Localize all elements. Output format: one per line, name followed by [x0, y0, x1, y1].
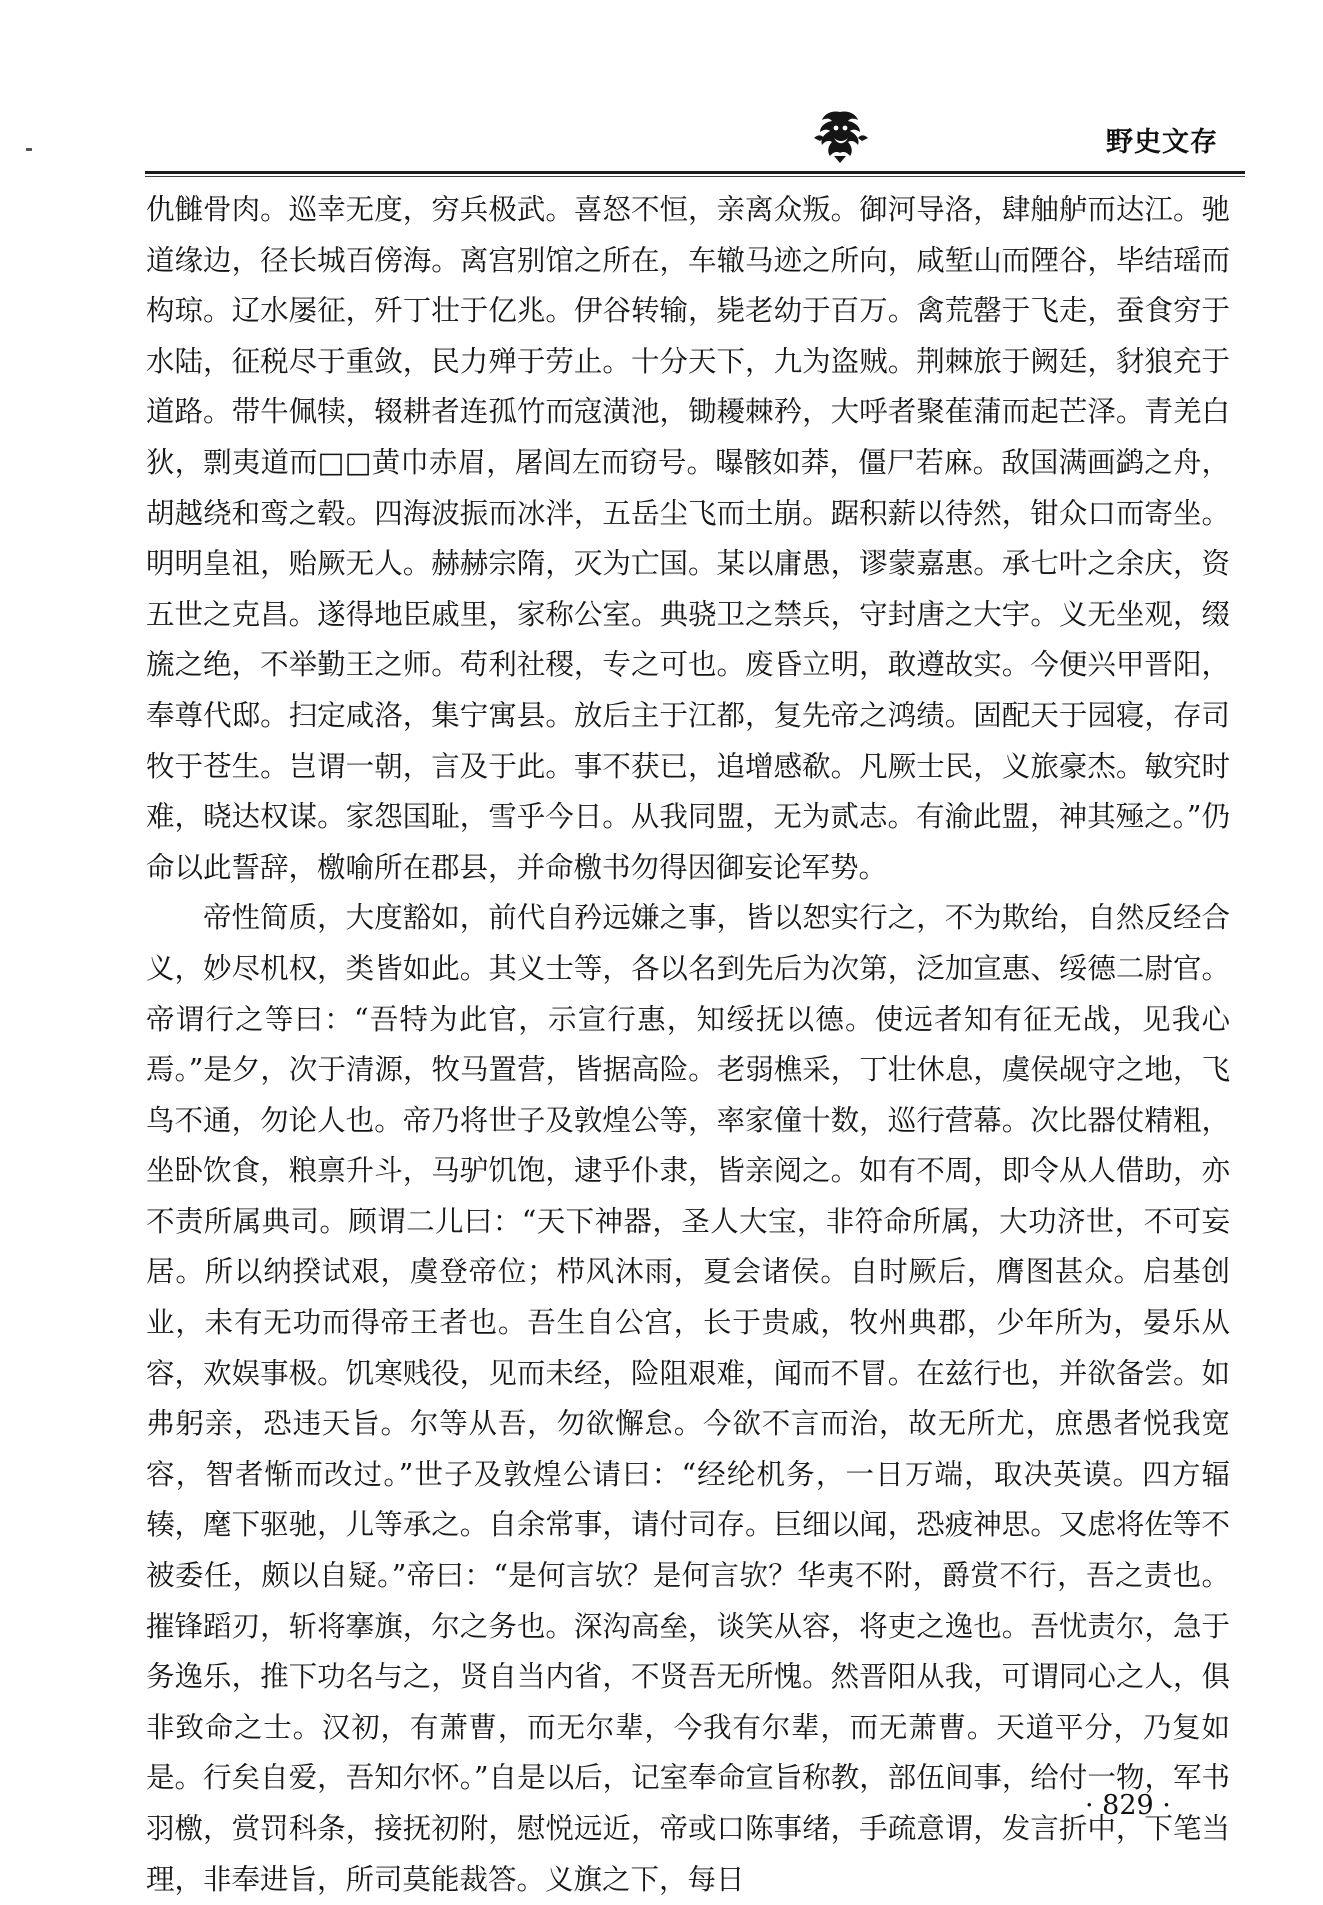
body-text: [146, 185, 1230, 1905]
scan-speck: [26, 148, 32, 151]
dragon-emblem-icon: [810, 108, 872, 164]
header-rule-thin: [145, 176, 1245, 177]
paragraph-1: 仇雠骨肉。巡幸无度，穷兵极武。喜怒不恒，亲离众叛。御河导洛，肆舳舻而达江。驰道缘边，径长城百傍海。离宫别馆之所在，车辙马迹之所向，咸堑山而陻谷，毕结瑶而构琼。辽水屡征，歼丁壮于亿兆。伊谷转输，毙老幼于百万。禽荒罄于飞走，蚕食穷于水陆，征税尽于重敛，民力殚于劳止。十分天下，九为盗贼。荆棘旅于阙廷，豺狼充于道路。带牛佩犊，辍耕者连孤竹而寇潢池，锄耰棘矜，大呼者聚萑蒲而起芒泽。青羌白狄，剽夷道而□□黄巾赤眉，屠闾左而窃号。曝骸如莽，僵尸若麻。敌国满画鹢之舟，胡越绕和鸾之毂。四海波振而冰泮，五岳尘飞而土崩。踞积薪以待然，钳众口而寄坐。明明皇祖，贻厥无人。赫赫宗隋，灭为亡国。某以庸愚，谬蒙嘉惠。承七叶之余庆，资五世之克昌。遂得地臣戚里，家称公室。典骁卫之禁兵，守封唐之大宇。义无坐观，缀旒之绝，不举勤王之师。苟利社稷，专之可也。废昏立明，敢遵故实。今便兴甲晋阳，奉尊代邸。扫定咸洛，集宁寓县。放后主于江都，复先帝之鸿绩。固配天于园寝，存司牧于苍生。岂谓一朝，言及于此。事不获已，追增感欷。凡厥士民，义旅豪杰。敏究时难，晓达权谋。家怨国耻，雪乎今日。从我同盟，无为贰志。有渝此盟，神其殛之。”仍命以此誓辞，檄喻所在郡县，并命檄书勿得因御妄论军势。: [146, 193, 1230, 884]
header-rule: [145, 171, 1245, 174]
page-number: · 829 ·: [1085, 1790, 1171, 1821]
paragraph-2: 帝性简质，大度豁如，前代自矜远嫌之事，皆以恕实行之，不为欺绐，自然反经合义，妙尽机权，类皆如此。其义士等，各以名到先后为次第，泛加宣惠、绥德二尉官。帝谓行之等曰：“吾特为此官，示宣行惠，知绥抚以德。使远者知有征无战，见我心焉。”是夕，次于清源，牧马置营，皆据高险。老弱樵采，丁壮休息，虞侯觇守之地，飞鸟不通，勿论人也。帝乃将世子及敦煌公等，率家僮十数，巡行营幕。次比器仗精粗，坐卧饮食，粮禀升斗，马驴饥饱，逮乎仆隶，皆亲阅之。如有不周，即令从人借助，亦不责所属典司。顾谓二儿曰：“天下神器，圣人大宝，非符命所属，大功济世，不可妄居。所以纳揆试艰，虞登帝位；栉风沐雨，夏会诸侯。自时厥后，膺图甚众。启基创业，未有无功而得帝王者也。吾生自公宫，长于贵戚，牧州典郡，少年所为，晏乐从容，欢娱事极。饥寒贱役，见而未经，险阻艰难，闻而不冒。在兹行也，并欲备尝。如弗躬亲，恐违天旨。尔等从吾，勿欲懈怠。今欲不言而治，故无所尤，庶愚者悦我宽容，智者惭而改过。”世子及敦煌公请曰：“经纶机务，一日万端，取决英谟。四方辐辏，麾下驱驰，儿等承之。自余常事，请付司存。巨细以闻，恐疲神思。又虑将佐等不被委任，颇以自疑。”帝曰：“是何言欤？是何言欤？华夷不附，爵赏不行，吾之责也。摧锋蹈刃，斩将搴旗，尔之务也。深沟高垒，谈笑从容，将吏之逸也。吾忧责尔，急于务逸乐，推下功名与之，贤自当内省，不贤吾无所愧。然晋阳从我，可谓同心之人，俱非致命之士。汉初，有萧曹，而无尔辈，今我有尔辈，而无萧曹。天道平分，乃复如是。行矣自爱，吾知尔怀。”自是以后，记室奉命宣旨称教，部伍间事，给付一物，军书羽檄，赏罚科条，接抚初附，慰悦远近，帝或口陈事绪，手疏意谓，发言折中，下笔当理，非奉进旨，所司莫能裁答。义旗之下，每日: [146, 901, 1230, 1896]
running-header: [790, 108, 1230, 168]
book-series-title: 野史文存: [1106, 127, 1218, 158]
